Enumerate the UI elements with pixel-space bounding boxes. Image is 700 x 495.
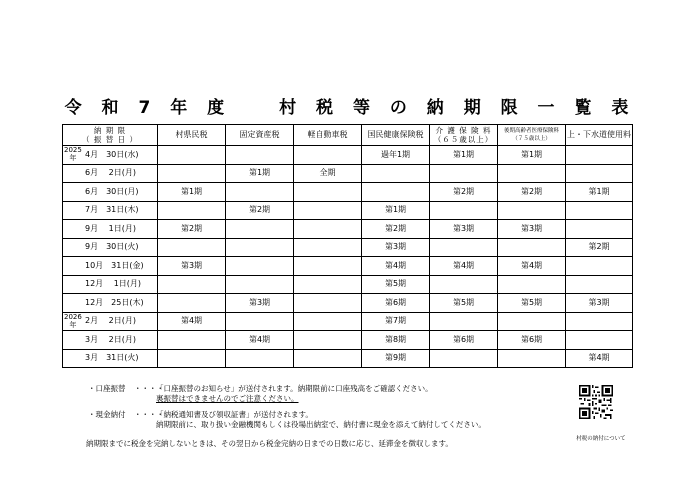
due-date-cell <box>63 183 158 202</box>
table-row <box>63 164 633 183</box>
installment-cell <box>566 275 633 294</box>
due-date-cell <box>63 275 158 294</box>
installment-cell: 第4期 <box>158 312 226 331</box>
installment-cell <box>498 349 566 368</box>
installment-cell <box>226 312 294 331</box>
table-row <box>63 146 633 165</box>
installment-cell <box>430 238 498 257</box>
installment-cell: 第1期 <box>226 164 294 183</box>
installment-cell <box>226 238 294 257</box>
table-row <box>63 257 633 276</box>
installment-cell <box>158 294 226 313</box>
table-row <box>63 238 633 257</box>
installment-cell <box>294 220 362 239</box>
note-account-transfer: ・口座振替 ・・・・ 「口座振替のお知らせ」が送付されます。納期限前に口座残高をご確認ください。 裏振替はできませんのでご注意ください。 <box>88 384 433 403</box>
installment-cell <box>566 201 633 220</box>
installment-cell <box>362 183 430 202</box>
installment-cell <box>566 146 633 165</box>
table-row <box>63 294 633 313</box>
table-row <box>63 331 633 350</box>
installment-cell <box>226 275 294 294</box>
due-date-cell <box>63 201 158 220</box>
note-transfer-line2: 裏振替はできませんのでご注意ください。 <box>156 394 299 403</box>
installment-cell: 過年1期 <box>362 146 430 165</box>
installment-cell: 第3期 <box>158 257 226 276</box>
installment-cell <box>430 275 498 294</box>
installment-cell: 第2期 <box>566 238 633 257</box>
year-label: 2026 年 <box>64 312 82 329</box>
header-light-vehicle-tax: 軽自動車税 <box>294 125 362 146</box>
header-elderly-medical-insurance: 後期高齢者医療保険料 （７５歳以上） <box>498 125 566 146</box>
installment-cell <box>158 275 226 294</box>
due-date-cell <box>63 146 158 165</box>
note-transfer-line1: 「口座振替のお知らせ」が送付されます。納期限前に口座残高をご確認ください。 <box>156 384 433 393</box>
installment-cell: 第4期 <box>498 257 566 276</box>
header-resident-tax: 村県民税 <box>158 125 226 146</box>
installment-cell: 第3期 <box>226 294 294 313</box>
installment-cell: 第6期 <box>362 294 430 313</box>
installment-cell: 第2期 <box>430 183 498 202</box>
installment-cell <box>566 331 633 350</box>
due-date-label: 4月 30日(水) <box>85 149 139 159</box>
due-date-label: 12月 1日(月) <box>85 279 142 289</box>
header-care-insurance: 介 護 保 険 料 （６５歳以上） <box>430 125 498 146</box>
installment-cell <box>294 201 362 220</box>
due-date-label: 9月 1日(月) <box>85 223 136 233</box>
installment-cell <box>566 164 633 183</box>
table-row <box>63 220 633 239</box>
installment-cell: 第7期 <box>362 312 430 331</box>
installment-cell <box>158 201 226 220</box>
due-date-cell <box>63 349 158 368</box>
installment-cell <box>226 349 294 368</box>
installment-cell: 第4期 <box>430 257 498 276</box>
installment-cell: 第3期 <box>362 238 430 257</box>
table-row <box>63 201 633 220</box>
installment-cell <box>362 164 430 183</box>
installment-cell <box>498 201 566 220</box>
installment-cell <box>158 146 226 165</box>
installment-cell: 第2期 <box>158 220 226 239</box>
installment-cell: 第1期 <box>566 183 633 202</box>
installment-cell: 全期 <box>294 164 362 183</box>
header-due-date: 納 期 限 （ 振 替 日 ） <box>63 125 158 146</box>
installment-cell <box>430 164 498 183</box>
installment-cell: 第1期 <box>362 201 430 220</box>
installment-cell <box>498 275 566 294</box>
due-date-label: 10月 31日(金) <box>85 260 144 270</box>
installment-cell <box>294 238 362 257</box>
installment-cell: 第1期 <box>498 146 566 165</box>
due-date-label: 6月 30日(月) <box>85 186 139 196</box>
installment-cell <box>430 201 498 220</box>
due-date-cell <box>63 294 158 313</box>
installment-cell: 第5期 <box>498 294 566 313</box>
installment-cell <box>226 146 294 165</box>
installment-cell: 第5期 <box>430 294 498 313</box>
installment-cell: 第4期 <box>362 257 430 276</box>
due-date-label: 7月 31日(木) <box>85 205 139 215</box>
due-date-label: 6月 2日(月) <box>85 168 136 178</box>
notes-section <box>88 384 558 436</box>
late-fee-notice: 納期限までに税金を完納しないときは、その翌日から税金完納の日までの日数に応じ、延滞金を徴収します。 <box>86 439 453 448</box>
header-property-tax: 固定資産税 <box>226 125 294 146</box>
installment-cell: 第9期 <box>362 349 430 368</box>
installment-cell: 第1期 <box>430 146 498 165</box>
installment-cell <box>294 146 362 165</box>
due-date-cell <box>63 238 158 257</box>
installment-cell: 第2期 <box>498 183 566 202</box>
installment-cell: 第3期 <box>498 220 566 239</box>
installment-cell: 第4期 <box>226 331 294 350</box>
installment-cell <box>498 238 566 257</box>
installment-cell <box>430 349 498 368</box>
tax-schedule-table <box>62 124 633 368</box>
header-water-sewer-fee: 上・下水道使用料 <box>566 125 633 146</box>
installment-cell <box>158 349 226 368</box>
installment-cell <box>226 257 294 276</box>
installment-cell <box>294 331 362 350</box>
installment-cell <box>566 220 633 239</box>
note-cash-line1: 「納税通知書及び領収証書」が送付されます。 <box>156 410 313 419</box>
installment-cell <box>158 164 226 183</box>
installment-cell: 第2期 <box>226 201 294 220</box>
installment-cell <box>294 257 362 276</box>
due-date-label: 12月 25日(木) <box>85 297 144 307</box>
installment-cell <box>430 312 498 331</box>
note-cash-line2: 納期限前に、取り扱い金融機関もしくは役場出納室で、納付書に現金を添えて納付してください。 <box>156 420 486 429</box>
installment-cell <box>294 312 362 331</box>
installment-cell <box>294 275 362 294</box>
qr-code-icon[interactable] <box>579 385 613 419</box>
installment-cell <box>498 164 566 183</box>
due-date-label: 3月 31日(火) <box>85 353 139 363</box>
installment-cell: 第3期 <box>566 294 633 313</box>
due-date-label: 2月 2日(月) <box>85 316 136 326</box>
due-date-cell <box>63 220 158 239</box>
installment-cell: 第5期 <box>362 275 430 294</box>
installment-cell <box>226 220 294 239</box>
installment-cell: 第1期 <box>158 183 226 202</box>
installment-cell <box>566 257 633 276</box>
installment-cell <box>158 238 226 257</box>
installment-cell: 第6期 <box>430 331 498 350</box>
installment-cell: 第2期 <box>362 220 430 239</box>
due-date-cell <box>63 331 158 350</box>
table-row <box>63 312 633 331</box>
note-cash-payment: ・現金納付 ・・・・ 「納税通知書及び領収証書」が送付されます。 納期限前に、取り扱い金融機関もしくは役場出納室で、納付書に現金を添えて納付してください。 <box>88 410 486 429</box>
due-date-label: 9月 30日(火) <box>85 242 139 252</box>
page-title: 令 和 7 年 度 村 税 等 の 納 期 限 一 覧 表 <box>64 98 636 118</box>
installment-cell <box>566 312 633 331</box>
installment-cell: 第4期 <box>566 349 633 368</box>
installment-cell: 第6期 <box>498 331 566 350</box>
table-header-row <box>63 125 633 146</box>
installment-cell <box>498 312 566 331</box>
installment-cell <box>226 183 294 202</box>
year-label: 2025 年 <box>64 146 82 162</box>
installment-cell: 第8期 <box>362 331 430 350</box>
due-date-cell <box>63 257 158 276</box>
table-row <box>63 183 633 202</box>
installment-cell <box>294 183 362 202</box>
qr-code-label: 村税の納付について <box>576 436 626 442</box>
installment-cell <box>294 349 362 368</box>
due-date-cell <box>63 312 158 331</box>
table-row <box>63 349 633 368</box>
installment-cell <box>158 331 226 350</box>
due-date-label: 3月 2日(月) <box>85 334 136 344</box>
table-row <box>63 275 633 294</box>
due-date-cell <box>63 164 158 183</box>
installment-cell <box>294 294 362 313</box>
installment-cell: 第3期 <box>430 220 498 239</box>
header-health-insurance-tax: 国民健康保険税 <box>362 125 430 146</box>
